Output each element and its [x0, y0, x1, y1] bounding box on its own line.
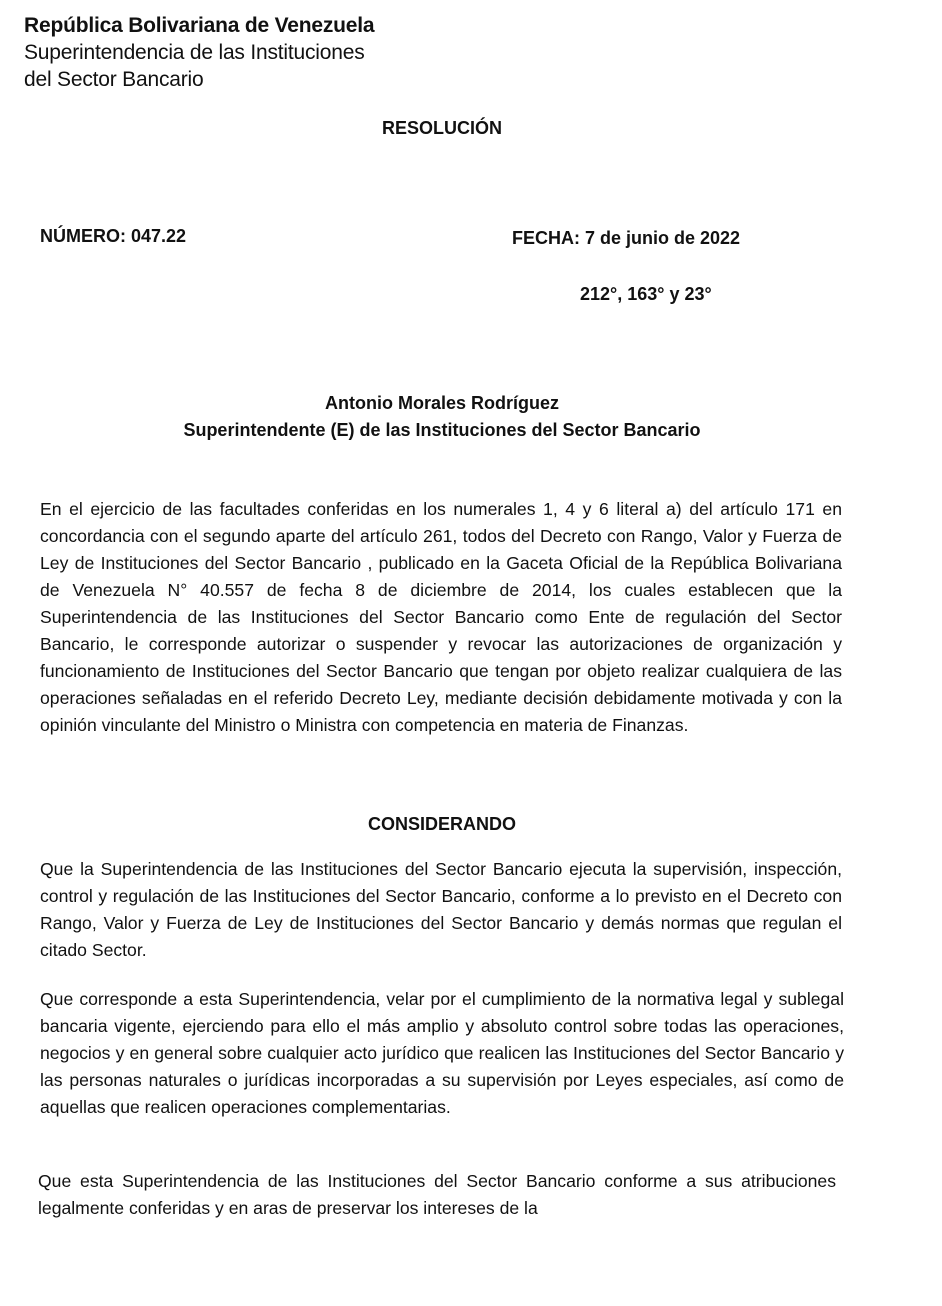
- considerando-heading: CONSIDERANDO: [367, 814, 516, 834]
- document-title: RESOLUCIÓN: [381, 118, 502, 138]
- considerando-paragraph-3: Que esta Superintendencia de las Instituciones del Sector Bancario conforme a sus atribuciones legalmente conferidas y en aras de preservar los intereses de la: [38, 1171, 836, 1218]
- org-line-republic: República Bolivariana de Venezuela: [24, 14, 375, 37]
- signatory-name: Antonio Morales Rodríguez: [325, 393, 559, 413]
- org-line-sector: del Sector Bancario: [24, 68, 204, 91]
- considerando-paragraph-2: Que corresponde a esta Superintendencia, velar por el cumplimiento de la normativa legal y sublegal bancaria vigente, ejerciendo para ello el más amplio y absoluto control sobre todas las operaciones, negocios y en general sobre cualquier acto jurídico que realicen las Instituciones del Sector Bancario y las personas naturales o jurídicas incorporadas a su supervisión por Leyes especiales, así como de aquellas que realicen operaciones complementarias.: [40, 989, 844, 1117]
- resolution-number: NÚMERO: 047.22: [40, 226, 187, 246]
- intro-paragraph: En el ejercicio de las facultades conferidas en los numerales 1, 4 y 6 literal a) del artículo 171 en concordancia con el segundo aparte del artículo 261, todos del Decreto con Rango, Valor y Fuerza de Ley de Instituciones del Sector Bancario , publicado en la Gaceta Oficial de la República Bolivariana de Venezuela N° 40.557 de fecha 8 de diciembre de 2014, los cuales establecen que la Superintendencia de las Instituciones del Sector Bancario como Ente de regulación del Sector Bancario, le corresponde autorizar o suspender y revocar las autorizaciones de organización y funcionamiento de Instituciones del Sector Bancario que tengan por objeto realizar cualquiera de las operaciones señaladas en el referido Decreto Ley, mediante decisión debidamente motivada y con la opinión vinculante del Ministro o Ministra con competencia en materia de Finanzas.: [40, 499, 842, 735]
- considerando-paragraph-1: Que la Superintendencia de las Instituciones del Sector Bancario ejecuta la supervisión, inspección, control y regulación de las Instituciones del Sector Bancario, conforme a lo previsto en el Decreto con Rango, Valor y Fuerza de Ley de Instituciones del Sector Bancario y demás normas que regulan el citado Sector.: [40, 859, 842, 960]
- signatory-title: Superintendente (E) de las Instituciones del Sector Bancario: [183, 420, 701, 440]
- resolution-date: FECHA: 7 de junio de 2022: [512, 228, 741, 248]
- issuing-organization: [24, 12, 374, 93]
- org-line-superintendency: Superintendencia de las Instituciones: [24, 41, 365, 64]
- signatory-block: [0, 390, 884, 444]
- historical-years: 212°, 163° y 23°: [580, 284, 712, 304]
